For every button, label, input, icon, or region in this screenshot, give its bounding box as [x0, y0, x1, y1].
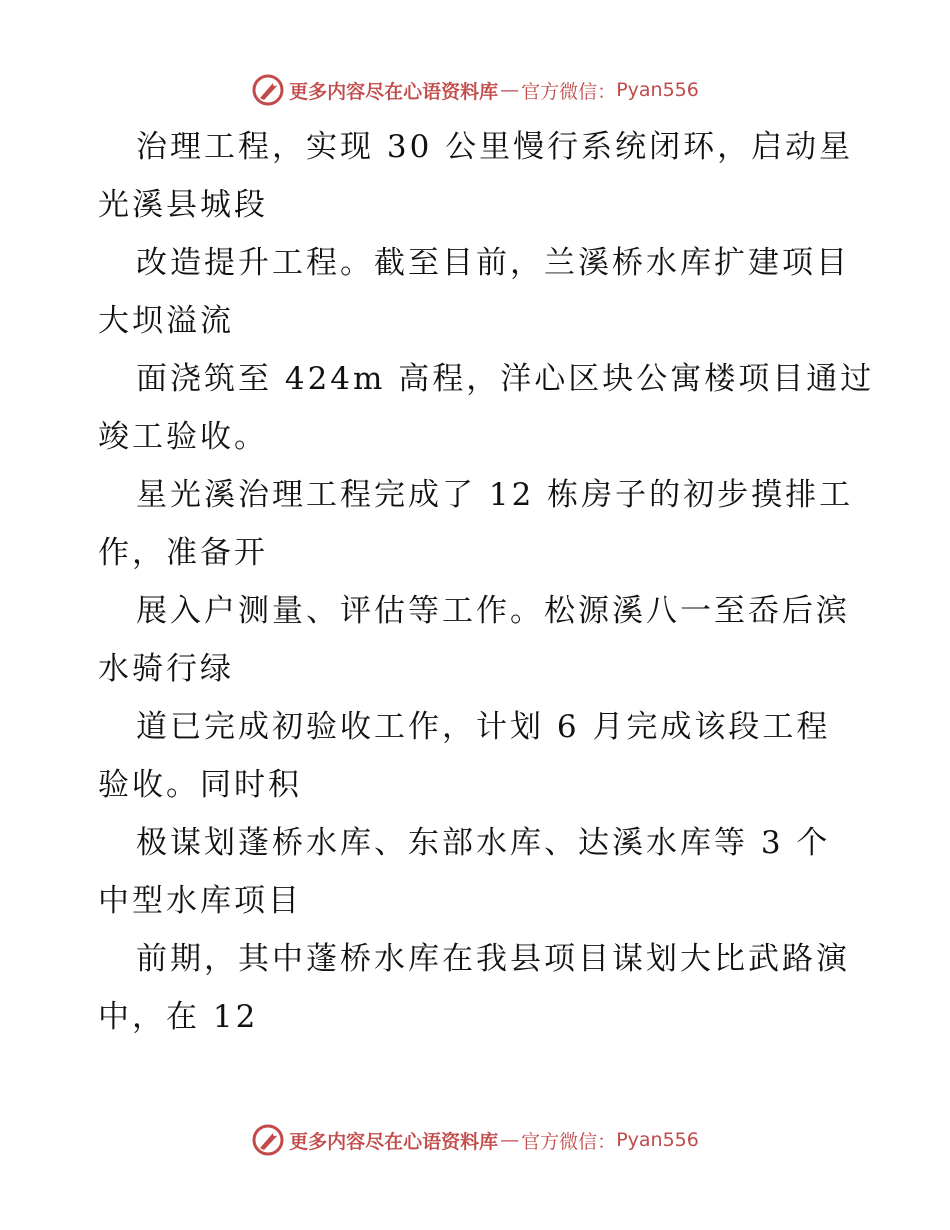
- paragraph: [98, 350, 875, 466]
- header-banner: [0, 72, 950, 108]
- banner-official: 官方微信：: [521, 80, 617, 103]
- paragraph-line: 中型水库项目: [98, 883, 302, 919]
- paragraph: [98, 118, 858, 234]
- paragraph: [98, 582, 858, 698]
- paragraph-line: 验收。同时积: [98, 767, 302, 803]
- paragraph: [98, 234, 858, 350]
- paragraph-line: 水骑行绿: [98, 651, 234, 687]
- paragraph-line: 大坝溢流: [98, 303, 234, 339]
- paragraph-line: 光溪县城段: [98, 187, 268, 223]
- paragraph-line: 治理工程，实现 30 公里慢行系统闭环，启动星: [136, 129, 854, 165]
- banner-official: 官方微信：: [521, 1130, 617, 1153]
- paragraph-line: 改造提升工程。截至目前，兰溪桥水库扩建项目: [136, 245, 850, 281]
- banner-brand: 更多内容尽在心语资料库: [289, 80, 499, 103]
- banner-brand: 更多内容尽在心语资料库: [289, 1130, 499, 1153]
- paragraph: [98, 698, 858, 814]
- banner-wechat-id: Pyan556: [616, 1129, 699, 1151]
- paragraph-line: 作，准备开: [98, 535, 268, 571]
- banner-dash: —: [500, 79, 520, 101]
- banner-dash: —: [500, 1129, 520, 1151]
- paragraph-line: 中，在 12: [98, 999, 259, 1035]
- paragraph-line: 道已完成初验收工作，计划 6 月完成该段工程: [136, 709, 831, 745]
- paragraph: [98, 466, 858, 582]
- paragraph-line: 面浇筑至 424m 高程，洋心区块公寓楼项目通过: [136, 361, 875, 397]
- paragraph-line: 前期，其中蓬桥水库在我县项目谋划大比武路演: [136, 941, 850, 977]
- paragraph: [98, 930, 858, 1046]
- paragraph: [98, 814, 858, 930]
- paragraph-line: 星光溪治理工程完成了 12 栋房子的初步摸排工: [136, 477, 854, 513]
- pen-logo-icon: [251, 1123, 285, 1157]
- banner-wechat-id: Pyan556: [616, 79, 699, 101]
- paragraph-line: 极谋划蓬桥水库、东部水库、达溪水库等 3 个: [136, 825, 831, 861]
- paragraph-line: 展入户测量、评估等工作。松源溪八一至岙后滨: [136, 593, 850, 629]
- pen-logo-icon: [251, 73, 285, 107]
- paragraph-line: 竣工验收。: [98, 419, 268, 455]
- footer-banner: [0, 1122, 950, 1158]
- document-body: [98, 118, 875, 1046]
